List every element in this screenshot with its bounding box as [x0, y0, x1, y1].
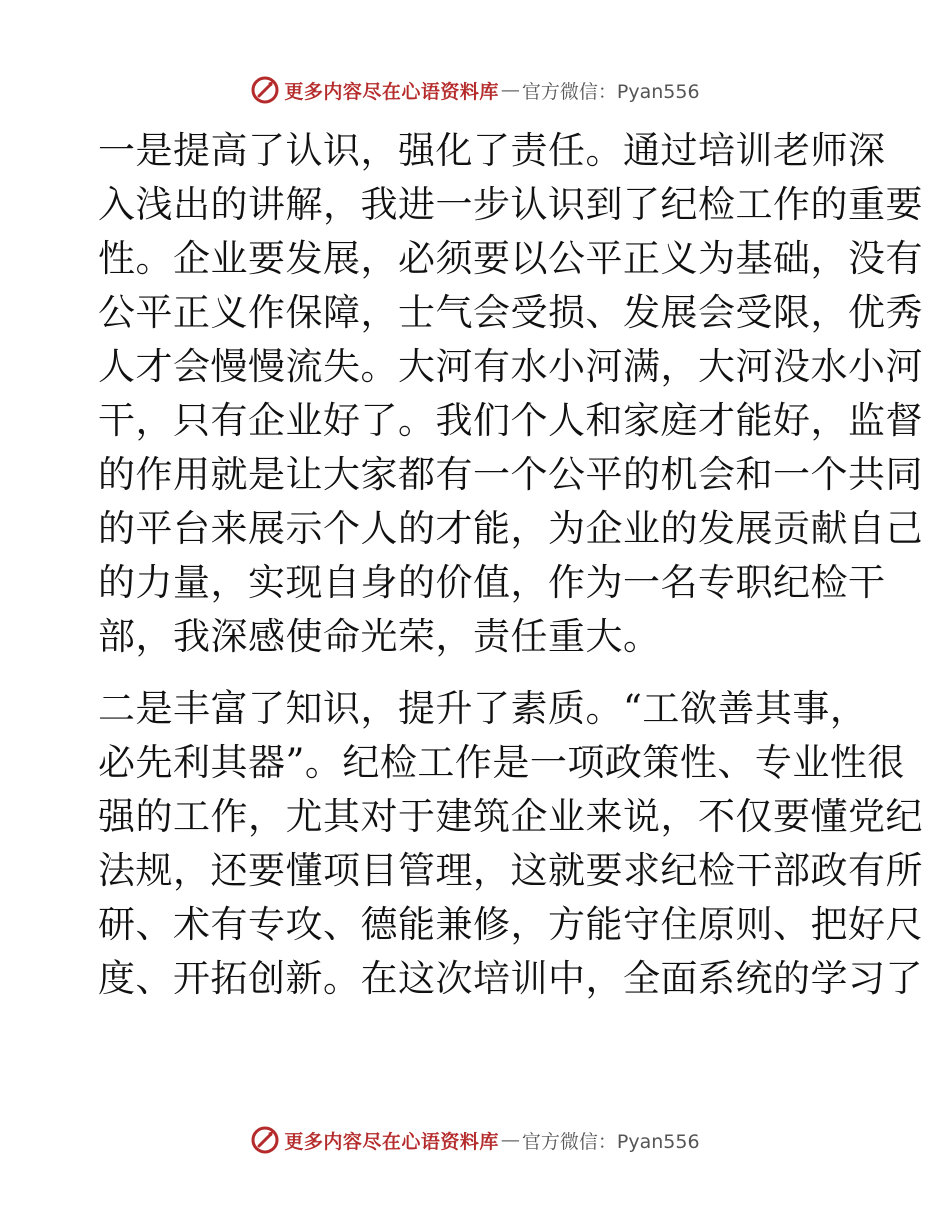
document-body [98, 124, 923, 1006]
banner-title: 更多内容尽在心语资料库 [284, 80, 499, 103]
paragraph-1 [98, 124, 923, 664]
text-line: 的平台来展示个人的才能，为企业的发展贡献自己 [98, 507, 923, 550]
banner-wechat: 官方微信：Pyan556 [521, 80, 700, 103]
paragraph-gap [98, 664, 853, 682]
text-line: 法规，还要懂项目管理，这就要求纪检干部政有所 [98, 849, 923, 892]
banner-wechat: 官方微信：Pyan556 [521, 1130, 700, 1153]
banner-title: 更多内容尽在心语资料库 [284, 1130, 499, 1153]
paragraph-2 [98, 682, 923, 1006]
text-line: 二是丰富了知识，提升了素质。“工欲善其事， [98, 687, 868, 730]
text-line: 的力量，实现自身的价值，作为一名专职纪检干 [98, 561, 886, 604]
logo-icon [250, 1125, 280, 1155]
text-line: 人才会慢慢流失。大河有水小河满，大河没水小河 [98, 345, 923, 388]
text-line: 入浅出的讲解，我进一步认识到了纪检工作的重要 [98, 183, 923, 226]
text-line: 的作用就是让大家都有一个公平的机会和一个共同 [98, 453, 923, 496]
footer-banner [0, 1120, 950, 1160]
logo-icon [250, 75, 280, 105]
text-line: 干，只有企业好了。我们个人和家庭才能好，监督 [98, 399, 923, 442]
text-line: 强的工作，尤其对于建筑企业来说，不仅要懂党纪 [98, 795, 923, 838]
text-line: 一是提高了认识，强化了责任。通过培训老师深 [98, 129, 886, 172]
text-line: 性。企业要发展，必须要以公平正义为基础，没有 [98, 237, 923, 280]
text-line: 研、术有专攻、德能兼修，方能守住原则、把好尺 [98, 903, 923, 946]
text-line: 度、开拓创新。在这次培训中，全面系统的学习了 [98, 957, 923, 1000]
banner-dash: — [500, 79, 520, 101]
text-line: 部，我深感使命光荣，责任重大。 [98, 615, 661, 658]
header-banner [0, 70, 950, 110]
text-line: 公平正义作保障，士气会受损、发展会受限，优秀 [98, 291, 923, 334]
text-line: 必先利其器”。纪检工作是一项政策性、专业性很 [98, 741, 905, 784]
banner-dash: — [500, 1129, 520, 1151]
